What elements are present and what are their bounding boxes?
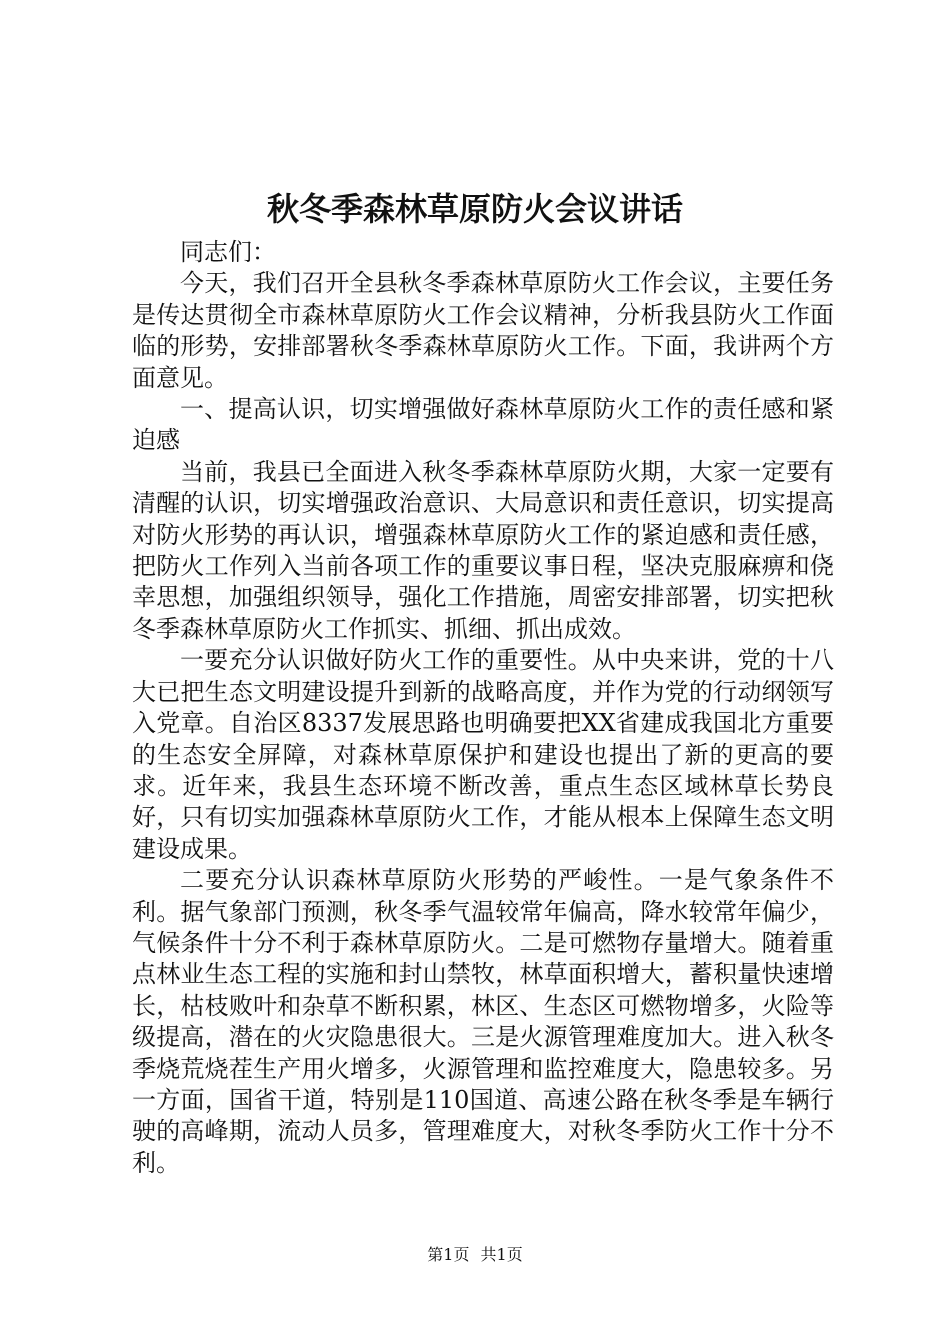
greeting-paragraph: 同志们： (180, 238, 276, 266)
document-body (132, 237, 834, 1179)
page-footer (0, 1243, 950, 1267)
section-heading: 一、提高认识，切实增强做好森林草原防火工作的责任感和紧迫感 (132, 395, 834, 455)
body-paragraph: 当前，我县已全面进入秋冬季森林草原防火期，大家一定要有清醒的认识，切实增强政治意识、大局意识和责任意识，切实提高对防火形势的再认识，增强森林草原防火工作的紧迫感和责任感，把防火工作列入当前各项工作的重要议事日程，坚决克服麻痹和侥幸思想，加强组织领导，强化工作措施，周密安排部署，切实把秋冬季森林草原防火工作抓实、抓细、抓出成效。 (132, 457, 834, 643)
body-paragraph: 二要充分认识森林草原防火形势的严峻性。一是气象条件不利。据气象部门预测，秋冬季气温较常年偏高，降水较常年偏少，气候条件十分不利于森林草原防火。二是可燃物存量增大。随着重点林业生态工程的实施和封山禁牧，林草面积增大，蓄积量快速增长，枯枝败叶和杂草不断积累，林区、生态区可燃物增多，火险等级提高，潜在的火灾隐患很大。三是火源管理难度加大。进入秋冬季烧荒烧茬生产用火增多，火源管理和监控难度大，隐患较多。另一方面，国省干道，特别是110国道、高速公路在秋冬季是车辆行驶的高峰期，流动人员多，管理难度大，对秋冬季防火工作十分不利。 (132, 866, 834, 1177)
document-title: 秋冬季森林草原防火会议讲话 (266, 190, 683, 228)
page-number: 第1页 (427, 1245, 470, 1264)
page-total: 共1页 (480, 1245, 523, 1264)
body-paragraph: 一要充分认识做好防火工作的重要性。从中央来讲，党的十八大已把生态文明建设提升到新的战略高度，并作为党的行动纲领写入党章。自治区8337发展思路也明确要把XX省建成我国北方重要的生态安全屏障，对森林草原保护和建设也提出了新的更高的要求。近年来，我县生态环境不断改善，重点生态区域林草长势良好，只有切实加强森林草原防火工作，才能从根本上保障生态文明建设成果。 (132, 646, 834, 863)
intro-paragraph: 今天，我们召开全县秋冬季森林草原防火工作会议，主要任务是传达贯彻全市森林草原防火工作会议精神，分析我县防火工作面临的形势，安排部署秋冬季森林草原防火工作。下面，我讲两个方面意见。 (132, 269, 834, 392)
